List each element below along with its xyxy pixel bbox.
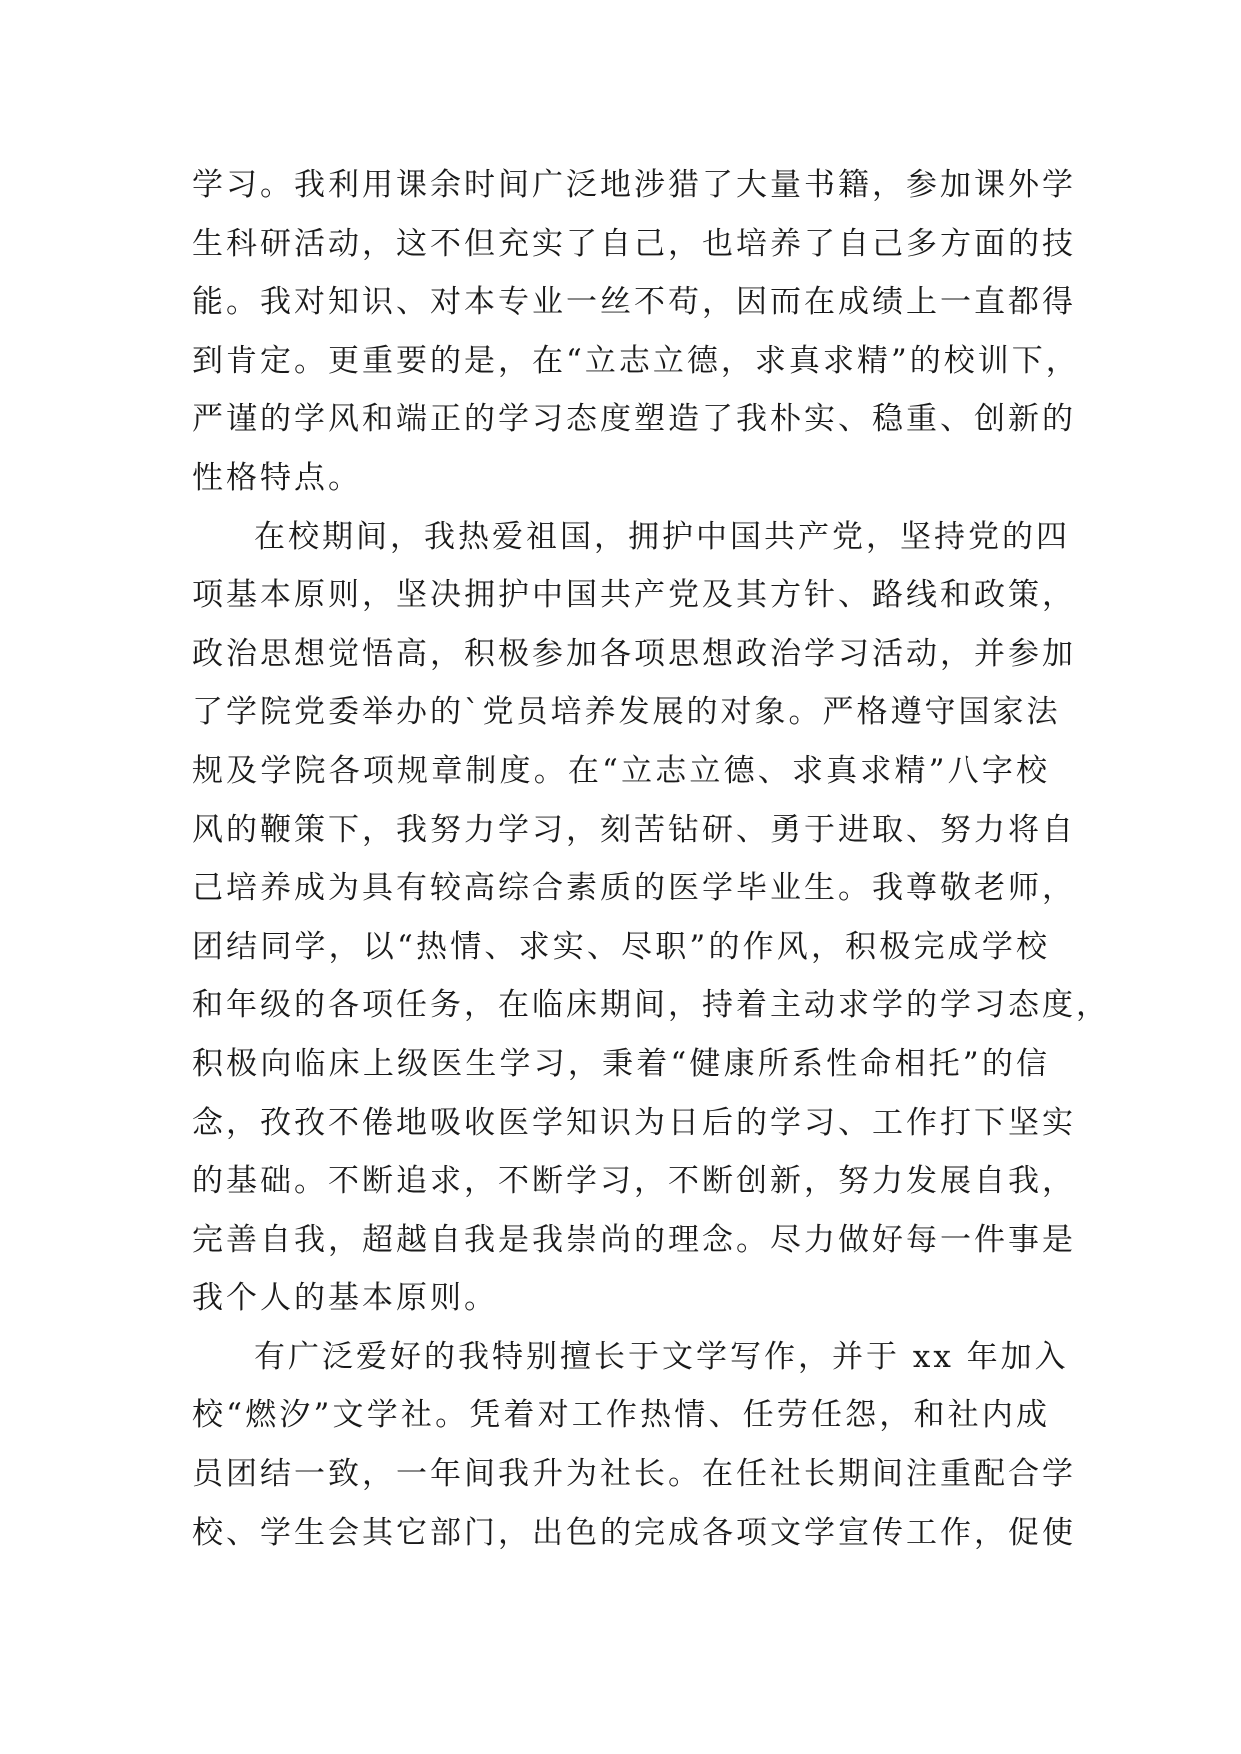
text-line: 项基本原则，坚决拥护中国共产党及其方针、路线和政策， [192, 577, 1076, 614]
text-line: 政治思想觉悟高，积极参加各项思想政治学习活动，并参加 [192, 635, 1076, 672]
text-line: 风的鞭策下，我努力学习，刻苦钻研、勇于进取、努力将自 [192, 811, 1076, 848]
text-line: 能。我对知识、对本专业一丝不苟，因而在成绩上一直都得 [192, 284, 1076, 321]
text-line: 己培养成为具有较高综合素质的医学毕业生。我尊敬老师， [192, 870, 1076, 907]
text-line: 念，孜孜不倦地吸收医学知识为日后的学习、工作打下坚实 [192, 1104, 1076, 1141]
paragraph-1 [192, 156, 1080, 508]
text-line: 了学院党委举办的`党员培养发展的对象。严格遵守国家法 [192, 694, 1061, 731]
paragraph-3 [192, 1328, 1076, 1562]
text-line: 严谨的学风和端正的学习态度塑造了我朴实、稳重、创新的 [192, 401, 1076, 438]
text-line: 我个人的基本原则。 [192, 1280, 498, 1317]
text-line: 到肯定。更重要的是，在“立志立德，求真求精”的校训下， [192, 342, 1080, 379]
text-line: 积极向临床上级医生学习，秉着“健康所系性命相托”的信 [192, 1045, 1050, 1082]
text-line: 和年级的各项任务，在临床期间，持着主动求学的学习态度， [192, 987, 1110, 1024]
text-line: 校、学生会其它部门，出色的完成各项文学宣传工作，促使 [192, 1514, 1076, 1551]
text-line: 的基础。不断追求，不断学习，不断创新，努力发展自我， [192, 1163, 1076, 1200]
paragraph-2 [192, 508, 1110, 1328]
text-line: 团结同学，以“热情、求实、尽职”的作风，积极完成学校 [192, 928, 1050, 965]
text-line: 性格特点。 [192, 459, 362, 496]
text-line: 员团结一致，一年间我升为社长。在任社长期间注重配合学 [192, 1456, 1076, 1493]
text-line: 完善自我，超越自我是我崇尚的理念。尽力做好每一件事是 [192, 1221, 1076, 1258]
text-line: 规及学院各项规章制度。在“立志立德、求真求精”八字校 [192, 752, 1050, 789]
document-body [192, 156, 1110, 1562]
text-line: 生科研活动，这不但充实了自己，也培养了自己多方面的技 [192, 225, 1076, 262]
text-line: 有广泛爱好的我特别擅长于文学写作，并于 xx 年加入 [254, 1338, 1069, 1375]
text-line: 学习。我利用课余时间广泛地涉猎了大量书籍，参加课外学 [192, 167, 1076, 203]
text-line: 在校期间，我热爱祖国，拥护中国共产党，坚持党的四 [254, 518, 1070, 555]
text-line: 校“燃汐”文学社。凭着对工作热情、任劳任怨，和社内成 [192, 1397, 1050, 1434]
